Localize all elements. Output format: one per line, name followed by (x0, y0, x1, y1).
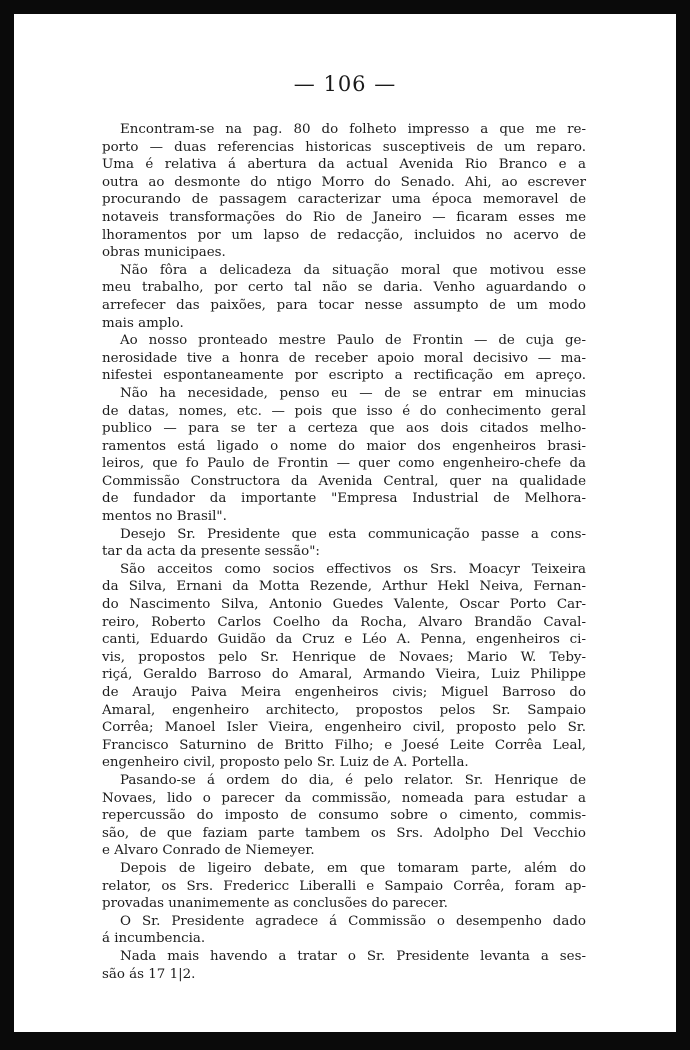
text-line: de Araujo Paiva Meira engenheiros civis; Miguel Barroso do (102, 685, 586, 700)
text-line: Pasando-se á ordem do dia, é pelo relator. Sr. Henrique de (120, 772, 586, 788)
text-line: canti, Eduardo Guidão da Cruz e Léo A. Penna, engenheiros ci- (102, 632, 586, 648)
text-line: á incumbencia. (102, 931, 206, 947)
text-line: arrefecer das paixões, para tocar nesse assumpto de um modo (102, 297, 586, 313)
text-line: nifestei espontaneamente por escripto a rectificação em apreço. (102, 368, 586, 384)
text-line: Desejo Sr. Presidente que esta communicação passe a cons- (120, 526, 586, 542)
text-line: Amaral, engenheiro architecto, propostos pelos Sr. Sampaio (102, 702, 586, 718)
text-line: porto — duas referencias historicas susceptiveis de um reparo. (102, 139, 586, 155)
text-line: Ao nosso pronteado mestre Paulo de Frontin — de cuja ge- (120, 333, 586, 349)
text-line: reiro, Roberto Carlos Coelho da Rocha, Alvaro Brandão Caval- (102, 614, 586, 630)
text-line: Novaes, lido o parecer da commissão, nomeada para estudar a (102, 790, 586, 806)
text-line: Encontram-se na pag. 80 do folheto impresso a que me re- (120, 122, 586, 137)
text-line: são, de que faziam parte tambem os Srs. Adolpho Del Vecchio (102, 825, 586, 841)
text-line: riçá, Geraldo Barroso do Amaral, Armando Vieira, Luiz Philippe (102, 667, 586, 683)
text-line: são ás 17 1|2. (102, 966, 196, 982)
text-line: Commissão Constructora da Avenida Central, quer na qualidade (102, 473, 586, 489)
text-line: outra ao desmonte do ntigo Morro do Senado. Ahi, ao escrever (102, 174, 586, 190)
text-line: Não ha necesidade, penso eu — de se entrar em minucias (120, 385, 586, 401)
text-line: e Alvaro Conrado de Niemeyer. (102, 843, 315, 859)
text-line: ramentos está ligado o nome do maior dos engenheiros brasi- (102, 438, 586, 454)
text-line: lhoramentos por um lapso de redacção, incluidos no acervo de (102, 227, 586, 243)
text-line: relator, os Srs. Fredericc Liberalli e Sampaio Corrêa, foram ap- (102, 878, 586, 894)
text-line: provadas unanimemente as conclusões do parecer. (102, 896, 448, 912)
body-text (102, 121, 586, 983)
text-line: mentos no Brasil". (102, 509, 227, 525)
text-line: engenheiro civil, proposto pelo Sr. Luiz de A. Portella. (102, 755, 469, 771)
text-line: meu trabalho, por certo tal não se daria. Venho aguardando o (102, 280, 586, 296)
text-line: São acceitos como socios effectivos os Srs. Moacyr Teixeira (120, 561, 586, 577)
text-line: tar da acta da presente sessão": (102, 544, 320, 560)
text-line: Uma é relativa á abertura da actual Avenida Rio Branco e a (102, 157, 586, 173)
text-line: de fundador da importante "Empresa Industrial de Melhora- (102, 491, 586, 507)
text-line: Corrêa; Manoel Isler Vieira, engenheiro civil, proposto pelo Sr. (102, 720, 586, 736)
text-line: nerosidade tive a honra de receber apoio moral decisivo — ma- (102, 350, 586, 366)
text-line: leiros, que fo Paulo de Frontin — quer como engenheiro-chefe da (102, 456, 586, 472)
text-line: O Sr. Presidente agradece á Commissão o desempenho dado (120, 913, 586, 929)
text-line: Depois de ligeiro debate, em que tomaram parte, além do (120, 860, 586, 876)
page-number: — 106 — (293, 72, 397, 96)
text-line: da Silva, Ernani da Motta Rezende, Arthur Hekl Neiva, Fernan- (102, 579, 586, 595)
text-line: repercussão do imposto de consumo sobre o cimento, commis- (102, 808, 586, 824)
text-line: procurando de passagem caracterizar uma época memoravel de (102, 192, 586, 208)
text-line: notaveis transformações do Rio de Janeiro — ficaram esses me (102, 209, 586, 225)
text-line: publico — para se ter a certeza que aos dois citados melho- (102, 421, 586, 437)
text-line: obras municipaes. (102, 245, 226, 261)
text-line: Francisco Saturnino de Britto Filho; e Joesé Leite Corrêa Leal, (102, 737, 586, 753)
text-line: Não fôra a delicadeza da situação moral que motivou esse (120, 262, 586, 278)
text-line: mais amplo. (102, 315, 184, 331)
text-line: do Nascimento Silva, Antonio Guedes Valente, Oscar Porto Car- (102, 597, 586, 613)
text-line: de datas, nomes, etc. — pois que isso é do conhecimento geral (102, 403, 586, 419)
text-line: vis, propostos pelo Sr. Henrique de Novaes; Mario W. Teby- (102, 649, 586, 665)
text-line: Nada mais havendo a tratar o Sr. Presidente levanta a ses- (120, 948, 586, 964)
